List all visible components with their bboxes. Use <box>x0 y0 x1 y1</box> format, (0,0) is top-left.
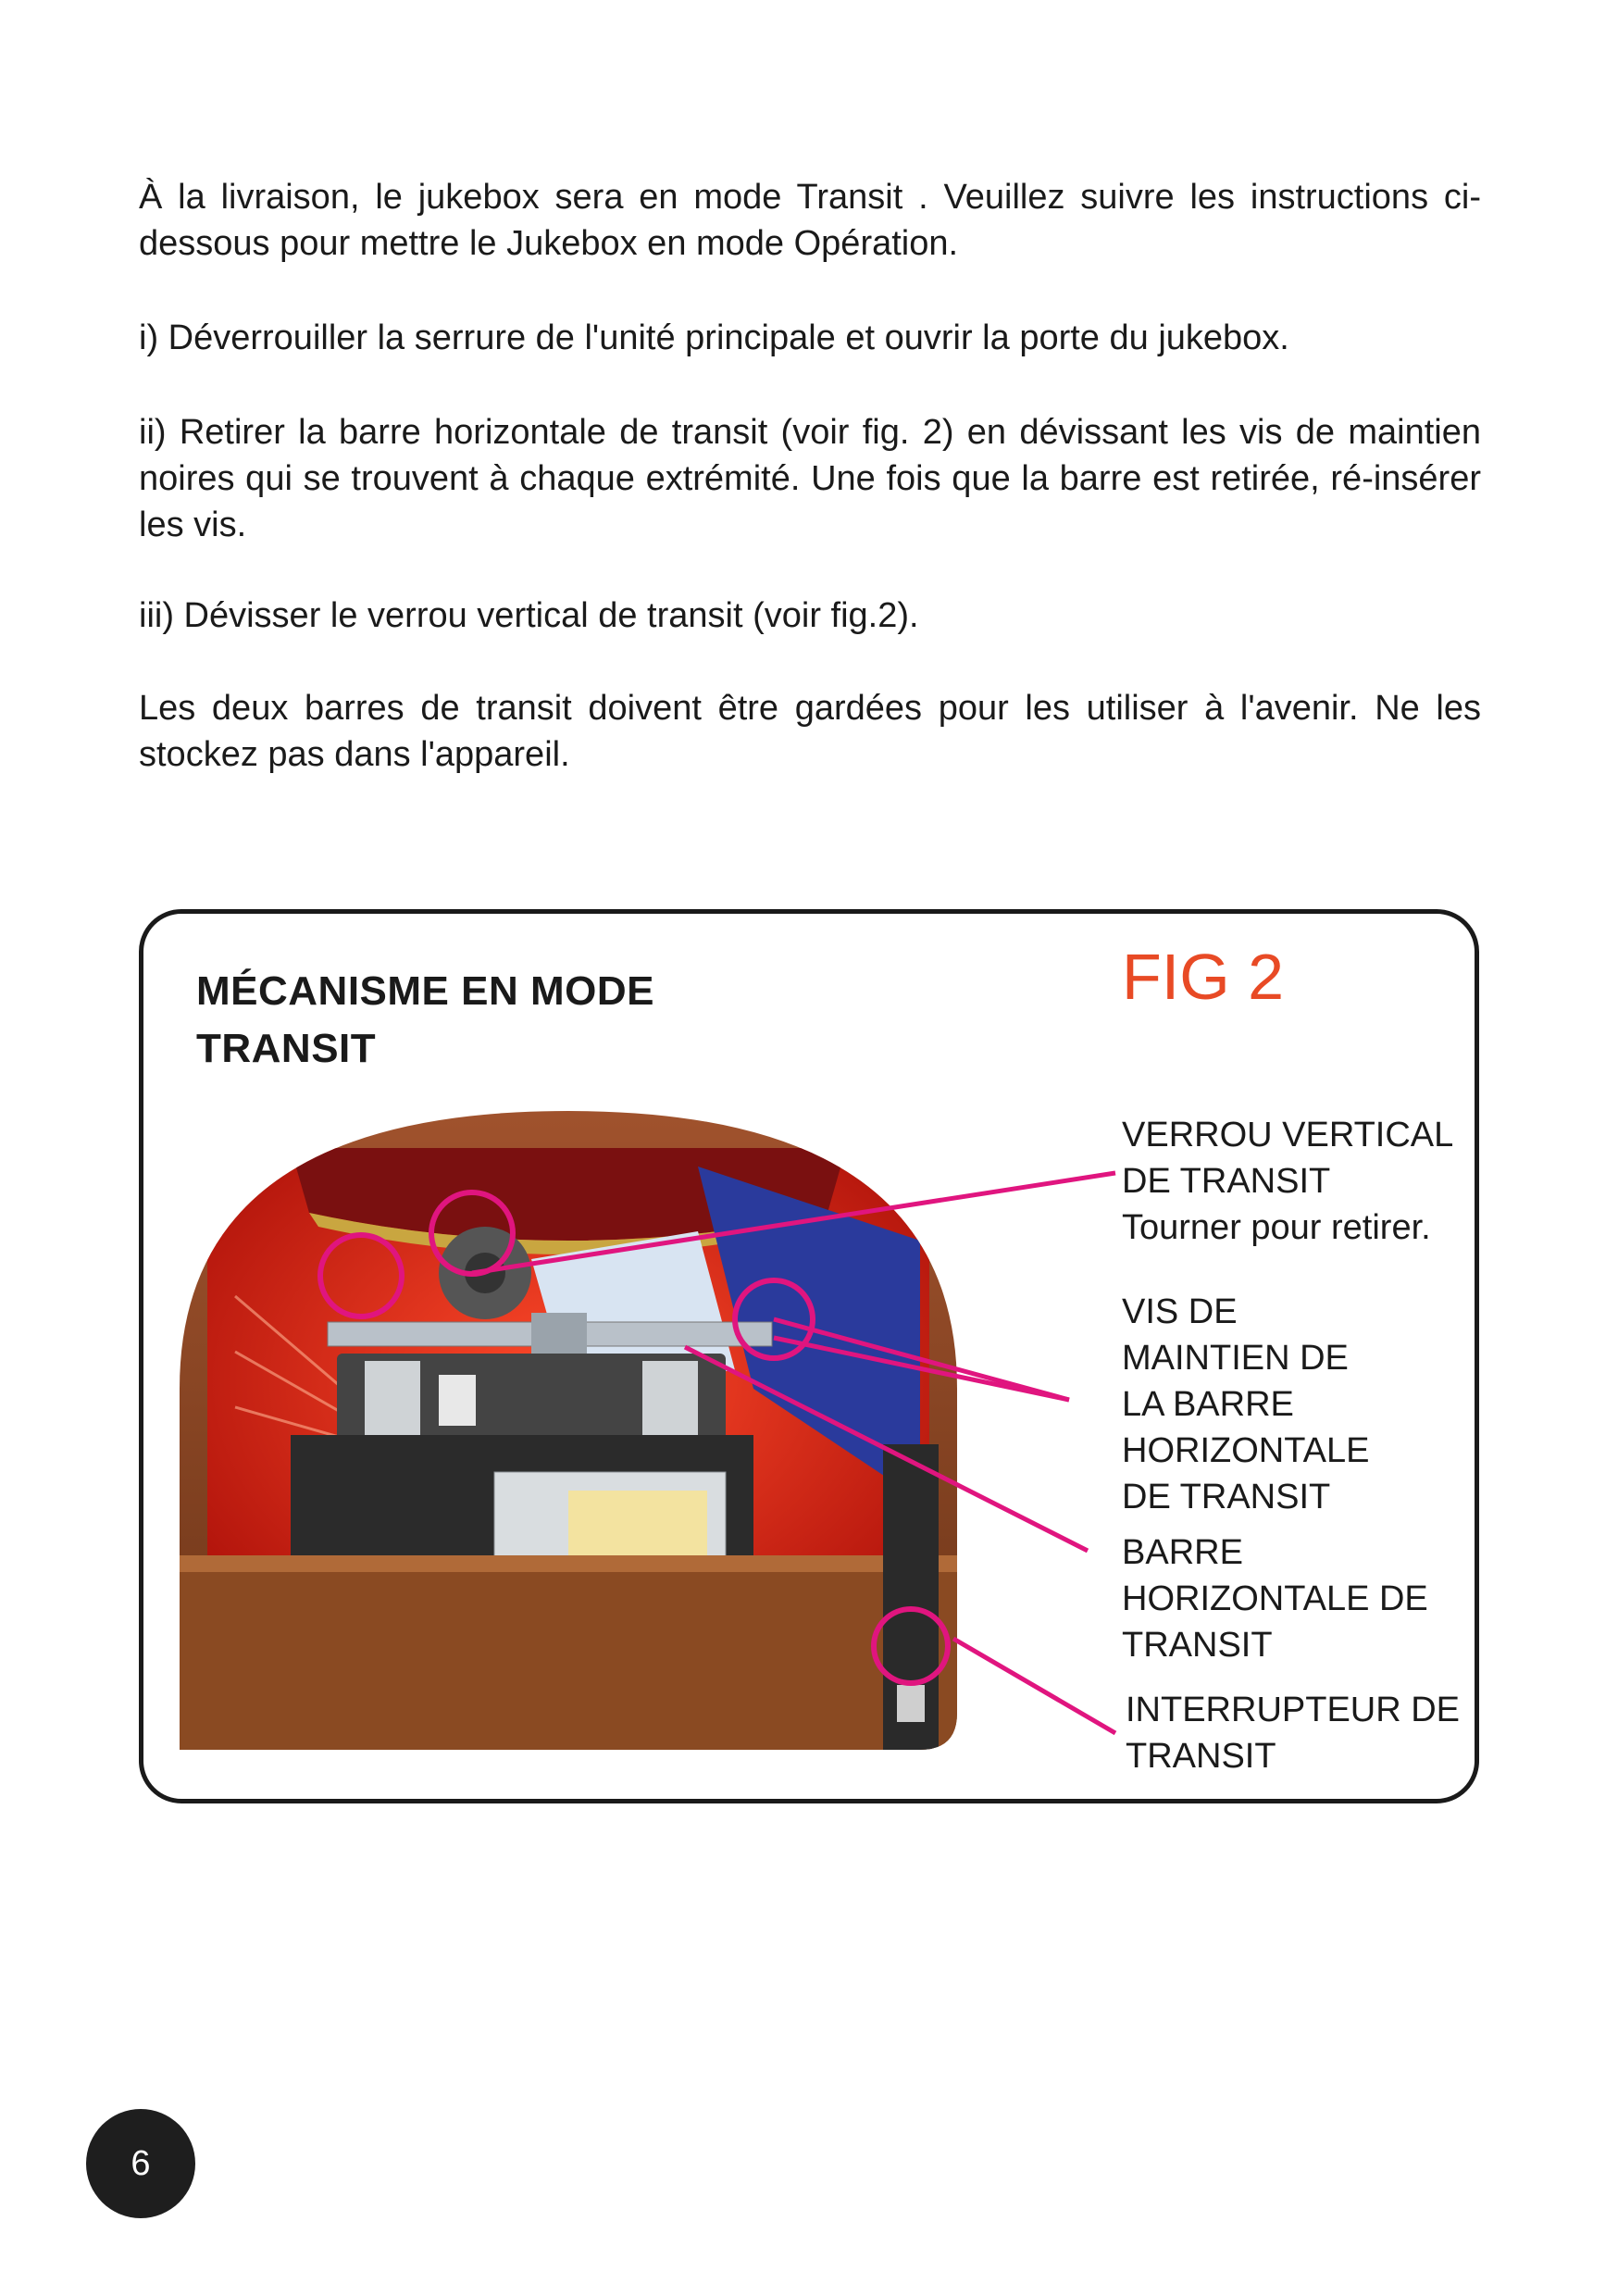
figure-label: FIG 2 <box>1122 941 1285 1013</box>
step-1: i) Déverrouiller la serrure de l'unité principale et ouvrir la porte du jukebox. <box>139 318 1289 357</box>
callout-transit-switch: INTERRUPTEUR DE TRANSIT <box>1126 1691 1461 1776</box>
callout-horizontal-bar: BARRE HORIZONTALE DE TRANSIT <box>1122 1533 1428 1665</box>
callout-retaining-screws: VIS DE MAINTIEN DE LA BARRE HORIZONTALE DE TRANSIT <box>1122 1292 1370 1516</box>
callout-vertical-lock: VERROU VERTICAL DE TRANSIT Tourner pour retirer. <box>1122 1116 1454 1247</box>
intro-paragraph: À la livraison, le jukebox sera en mode Transit . Veuillez suivre les instructions ci-dessous pour mettre le Jukebox en mode Opération. <box>139 178 1481 263</box>
mechanism-title <box>196 963 844 1078</box>
page-number: 6 <box>86 2109 195 2218</box>
step-2: ii) Retirer la barre horizontale de transit (voir fig. 2) en dévissant les vis de maintien noires qui se trouvent à chaque extrémité. Une fois que la barre est retirée, ré-insérer les vis. <box>139 413 1481 544</box>
mechanism-title-line-1: MÉCANISME EN MODE <box>196 968 654 1014</box>
jukebox-mechanism-photo <box>180 1111 957 1750</box>
step-3: iii) Dévisser le verrou vertical de transit (voir fig.2). <box>139 596 919 635</box>
storage-note: Les deux barres de transit doivent être gardées pour les utiliser à l'avenir. Ne les stockez pas dans l'appareil. <box>139 689 1481 774</box>
mechanism-title-line-2: TRANSIT <box>196 1026 377 1071</box>
